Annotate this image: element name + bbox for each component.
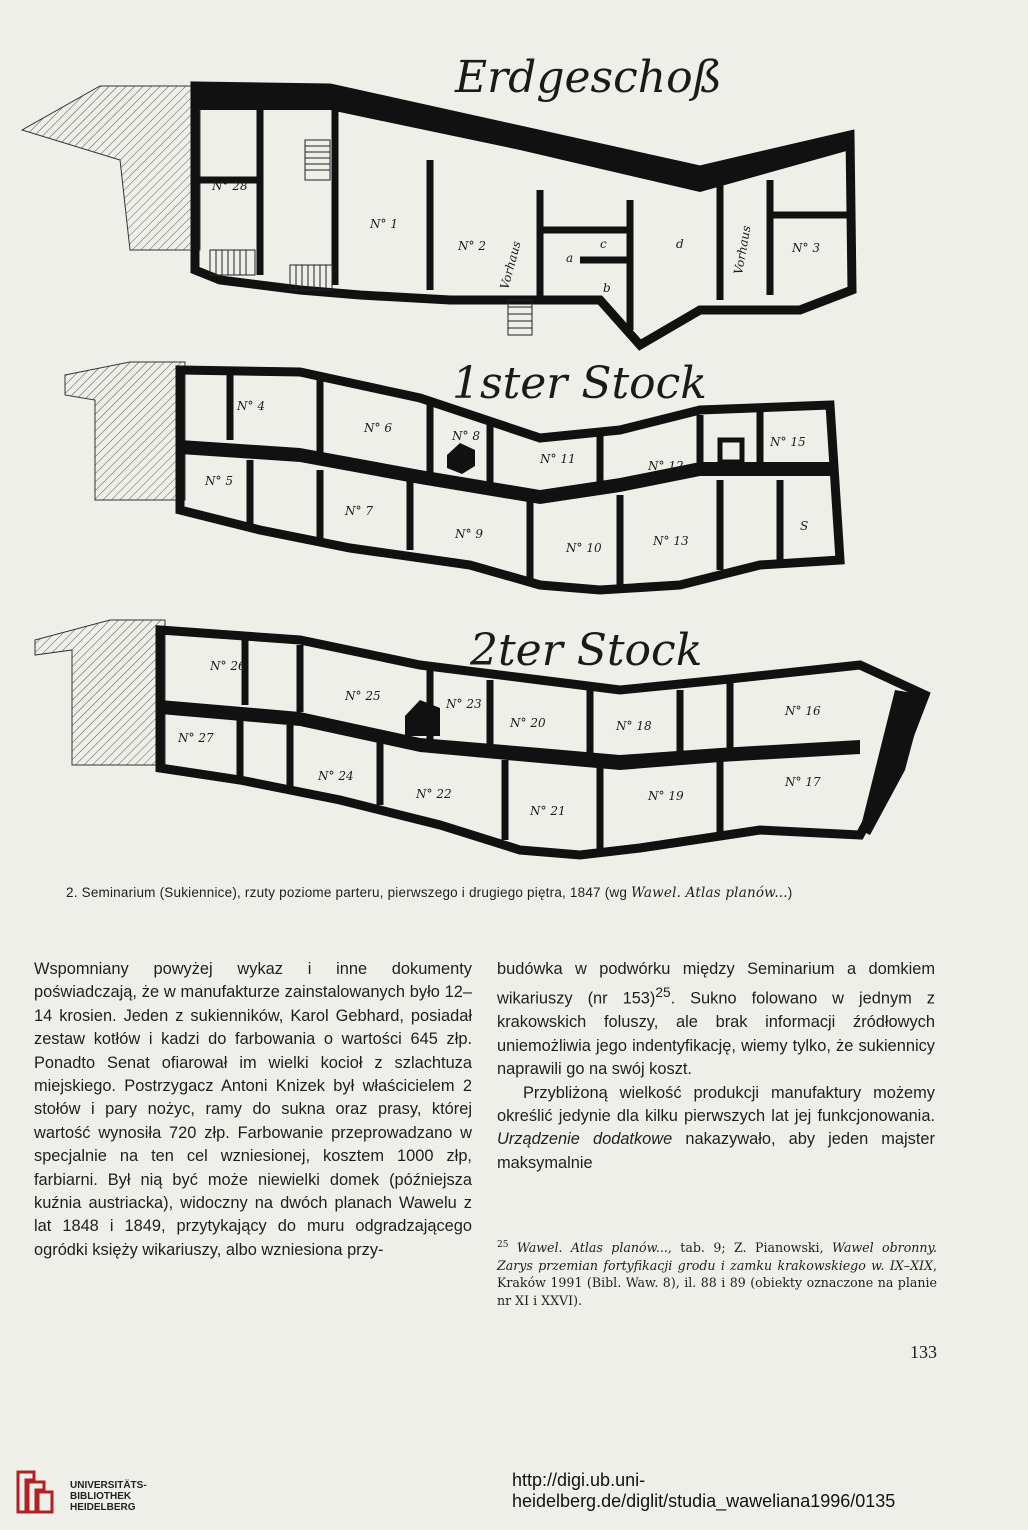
footnote-reference[interactable]: 25 (655, 985, 671, 1001)
library-logo-text: UNIVERSITÄTS- BIBLIOTHEK HEIDELBERG (70, 1480, 147, 1513)
first-room-label: N° 7 (345, 504, 373, 518)
ground-room-label: Vorhaus (497, 239, 524, 291)
ground-room-label: N° 2 (458, 239, 486, 253)
footnote: $^{25}$ Wawel. Atlas planów..., tab. 9; Z. Pianowski, Wawel obronny. Zarys przemian fortyfikacji grodu i zamku krakowskiego w. IX–XIX, Kraków 1991 (Bibl. Waw. 8), il. 88 i 89 (obiekty oznaczone na planie nr XI i XXVI). (497, 1240, 937, 1308)
first-room-label: N° 6 (364, 421, 392, 435)
first-room-label: N° 12 (648, 459, 684, 473)
caption-source: Wawel. Atlas planów... (631, 885, 788, 901)
second-room-label: N° 21 (530, 804, 566, 818)
ground-room-label: d (676, 237, 684, 251)
footer (0, 1458, 1028, 1530)
second-floor-title: 2ter Stock (470, 625, 703, 676)
ground-room-label: N° 3 (792, 241, 820, 255)
library-logo[interactable] (12, 1466, 162, 1522)
second-room-label: N° 19 (648, 789, 684, 803)
source-url-link[interactable]: http://digi.ub.uni-heidelberg.de/diglit/studia_waweliana1996/0135 (512, 1470, 896, 1511)
ground-room-label: N° 1 (370, 217, 398, 231)
left-column (34, 958, 472, 1262)
first-floor-plan (65, 358, 840, 590)
first-room-label: N° 4 (237, 399, 265, 413)
second-room-label: N° 24 (318, 769, 354, 783)
caption-close: ) (787, 885, 793, 900)
first-room-label: N° 13 (653, 534, 689, 548)
first-floor-title: 1ster Stock (452, 358, 707, 409)
library-logo-icon (12, 1466, 56, 1518)
page-number: 133 (910, 1342, 937, 1362)
second-room-label: N° 17 (785, 775, 821, 789)
ground-room-label: Vorhaus (731, 224, 754, 276)
first-room-label: N° 15 (770, 435, 806, 449)
first-room-label: N° 5 (205, 474, 233, 488)
first-room-label: S (800, 519, 809, 533)
caption-text: 2. Seminarium (Sukiennice), rzuty poziome parteru, pierwszego i drugiego piętra, 1847 (wg (66, 885, 632, 900)
figure-caption (66, 885, 966, 901)
first-room-label: N° 10 (566, 541, 602, 555)
right-column (497, 958, 935, 1175)
second-room-label: N° 18 (616, 719, 652, 733)
ground-room-label: c (600, 237, 607, 251)
second-room-label: N° 22 (416, 787, 452, 801)
second-room-label: N° 20 (510, 716, 546, 730)
second-room-label: N° 23 (446, 697, 482, 711)
left-paragraph: Wspomniany powyżej wykaz i inne dokumenty poświadczają, że w manufakturze zainstalowanych było 12–14 krosien. Jeden z sukienników, Karol Gebhard, posiadał zestaw kotłów i kadzi do farbowania o wartości 645 złp. Ponadto Senat ofiarował im wielki kocioł z szlachtuza miejskiego. Postrzygacz Antoni Knizek był właścicielem 2 stołów i pary nożyc, ramy do sukna oraz prasy, której wartość wynosiła 720 złp. Farbowanie przeprowadzano w specjalnie na ten cel wzniesionej, kosztem 1000 złp, farbiarni. Był nią być może niewielki domek (późniejsza kuźnia austriacka), widoczny na dwóch planach Wawelu z lat 1848 i 1849, przytykający do muru odgradzającego ogródki księży wikariuszy, albo wzniesiona przy- (34, 960, 472, 1259)
footnote-number: 25 (497, 1240, 509, 1250)
right-paragraph-2: Przybliżoną wielkość produkcji manufaktury możemy określić jedynie dla kilku pierwszych lat jej funkcjonowania. Urządzenie dodatkowe nakazywało, aby jeden majster maksymalnie (497, 1083, 935, 1172)
second-room-label: N° 25 (345, 689, 381, 703)
second-room-label: N° 16 (785, 704, 821, 718)
ground-floor-plan (22, 52, 852, 345)
ground-floor-title: Erdgeschoß (455, 52, 722, 103)
ground-room-label: a (566, 251, 574, 265)
ground-room-label: b (603, 281, 611, 295)
second-room-label: N° 26 (210, 659, 246, 673)
right-paragraph-1: budówka w podwórku między Seminarium a domkiem wikariuszy (nr 153)$^{25}$. Sukno folowano w jednym z krakowskich foluszy, ale brak informacji źródłowych uniemożliwia jego indentyfikację, wiemy tylko, że sukiennicy naprawili go na swój koszt. (497, 960, 935, 1079)
ground-room-label: N° 28 (212, 179, 248, 193)
first-room-label: N° 11 (540, 452, 576, 466)
second-floor-plan (35, 620, 925, 855)
first-room-label: N° 8 (452, 429, 480, 443)
second-room-label: N° 27 (178, 731, 214, 745)
first-room-label: N° 9 (455, 527, 483, 541)
